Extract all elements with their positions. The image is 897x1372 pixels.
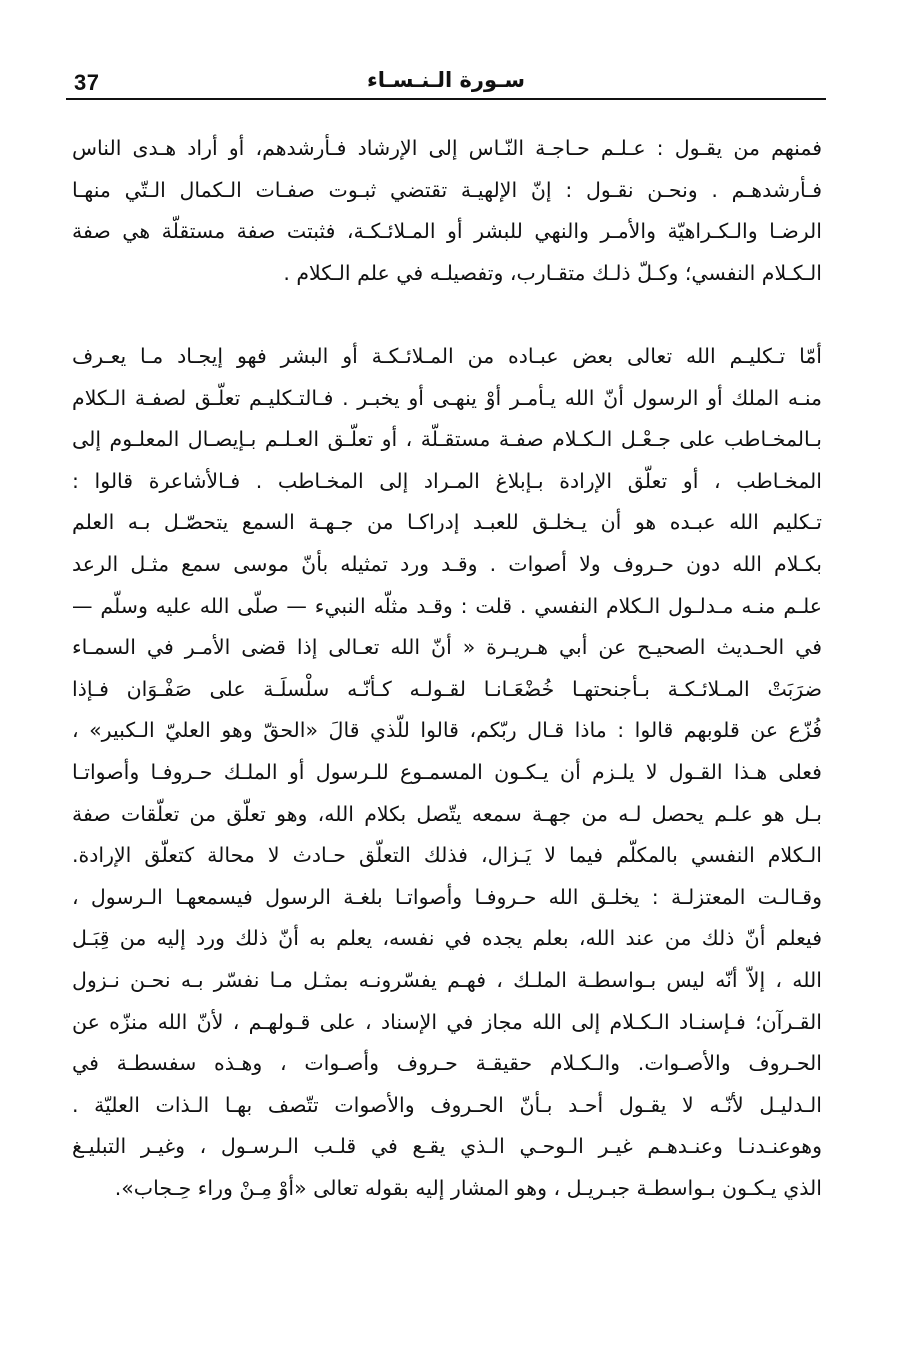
page-header [66, 66, 826, 100]
paragraph-2 [72, 336, 822, 1209]
text-line: فمنهم من يقـول : عـلـم حـاجـة النّـاس إلى الإرشاد فـأرشدهم، أو أراد هـدى الناس [72, 136, 822, 160]
text-line: فيعلم أنّ ذلك من عند الله، بعلم يجده في نفسه، يعلم به أنّ ذلك ورد إليه من قِبَـل [72, 926, 822, 951]
text-line: الـدليـل لأنّـه لا يقـول أحـد بـأنّ الحـروف والأصوات تتّصف بهـا الـذات العليّة . [72, 1092, 822, 1117]
paragraph-1 [72, 128, 822, 294]
surah-running-head: سـورة الـنـسـاء [367, 68, 525, 92]
text-line: ضرَبَتْ المـلائـكـة بـأجنحتهـا خُضْعَـانـا لقـولـه كـأنّـه سلْسلَـة على صَفْـوَان فـإذا [72, 676, 822, 701]
text-line: بـالمخـاطب على جـعْـل الـكـلام صفـة مستقـلّة ، أو تعلّـق العـلـم بـإيصـال المعلـوم إلى [72, 427, 822, 452]
text-line: بكـلام الله دون حـروف ولا أصوات . وقـد ورد تمثيله بأنّ موسى سمع مثـل الرعد [72, 551, 822, 576]
text-line: الـكلام النفسي بالمكلّم فيما لا يَـزال، فذلك التعلّق حـادث لا محالة كتعلّق الإرادة. [72, 843, 822, 868]
text-line: فـأرشدهـم . ونحـن نقـول : إنّ الإلهيـة تقتضي ثبـوت صفـات الـكمال الـتّي منهـا [72, 177, 822, 202]
text-line: منـه الملك أو الرسول أنّ الله يـأمـر أوْ ينهـى أو يخبـر . فـالتـكليـم تعلّـق لصفـة الـكلام [72, 385, 822, 410]
text-line: المخـاطب ، أو تعلّق الإرادة بـإبلاغ المـراد إلى المخـاطب . فـالأشاعرة قالوا : [72, 468, 822, 493]
text-line: الله ، إلاّ أنّه ليس بـواسطـة الملـك ، فهـم يفسّرونـه بمثـل مـا نفسّر بـه نحـن نـزول [72, 967, 822, 992]
text-line: فُزّع عن قلوبهم قالوا : ماذا قـال ربّكم، قالوا للّذي قالَ «الحقّ وهو العليّ الـكبير» ، [72, 718, 822, 743]
text-line: الرضـا والـكـراهيّة والأمـر والنهي للبشر أو المـلائـكـة، فثبتت صفة مستقلّة هي صفة [72, 219, 822, 244]
text-line: وقـالـت المعتزلـة : يخلـق الله حـروفـا وأصواتـا بلغـة الرسول فيسمعهـا الـرسول ، [72, 884, 822, 909]
page-number: 37 [74, 70, 100, 95]
text-line: الذي يـكـون بـواسطـة جبـريـل ، وهو المشار إليه بقوله تعالى «أوْ مِـنْ وراء حِـجاب». [114, 1175, 822, 1200]
header-rule [66, 98, 826, 100]
text-line: القـرآن؛ فـإسنـاد الـكـلام إلى الله مجاز في الإسناد ، على قـولهـم ، لأنّ الله منزّه عن [72, 1009, 822, 1034]
text-line: علـم منـه مـدلـول الـكلام النفسي . قلت : وقـد مثلّه النبيء — صلّى الله عليه وسلّم — [72, 593, 822, 618]
text-line: الـكـلام النفسي؛ وكـلّ ذلـك متقـارب، وتفصيلـه في علم الـكلام . [283, 260, 822, 285]
text-line: الحـروف والأصـوات. والـكـلام حقيقـة حـروف وأصـوات ، وهـذه سفسطـة في [72, 1051, 822, 1076]
text-line: بـل هو علـم يحصل لـه من جهـة سمعه يتّصل بكلام الله، وهو تعلّق من تعلّقات صفة [72, 801, 822, 826]
text-line: في الحـديث الصحيـح عن أبي هـريـرة « أنّ الله تعـالى إذا قضى الأمـر في السمـاء [72, 635, 822, 660]
text-line: تـكليم الله عبـده هو أن يـخلـق للعبـد إدراكـا من جـهـة السمع يتحصّـل بـه العلم [72, 510, 822, 535]
text-line: فعلى هـذا القـول لا يلـزم أن يـكـون المسمـوع للـرسول أو الملـك حـروفـا وأصواتـا [72, 759, 822, 784]
text-line: وهوعنـدنـا وعنـدهـم غيـر الـوحـي الـذي يقـع في قلـب الـرسـول ، وغيـر التبليـغ [72, 1134, 822, 1159]
text-line: أمّا تـكليـم الله تعالى بعض عبـاده من المـلائـكـة أو البشر فهو إيجـاد مـا يعـرف [72, 344, 822, 368]
